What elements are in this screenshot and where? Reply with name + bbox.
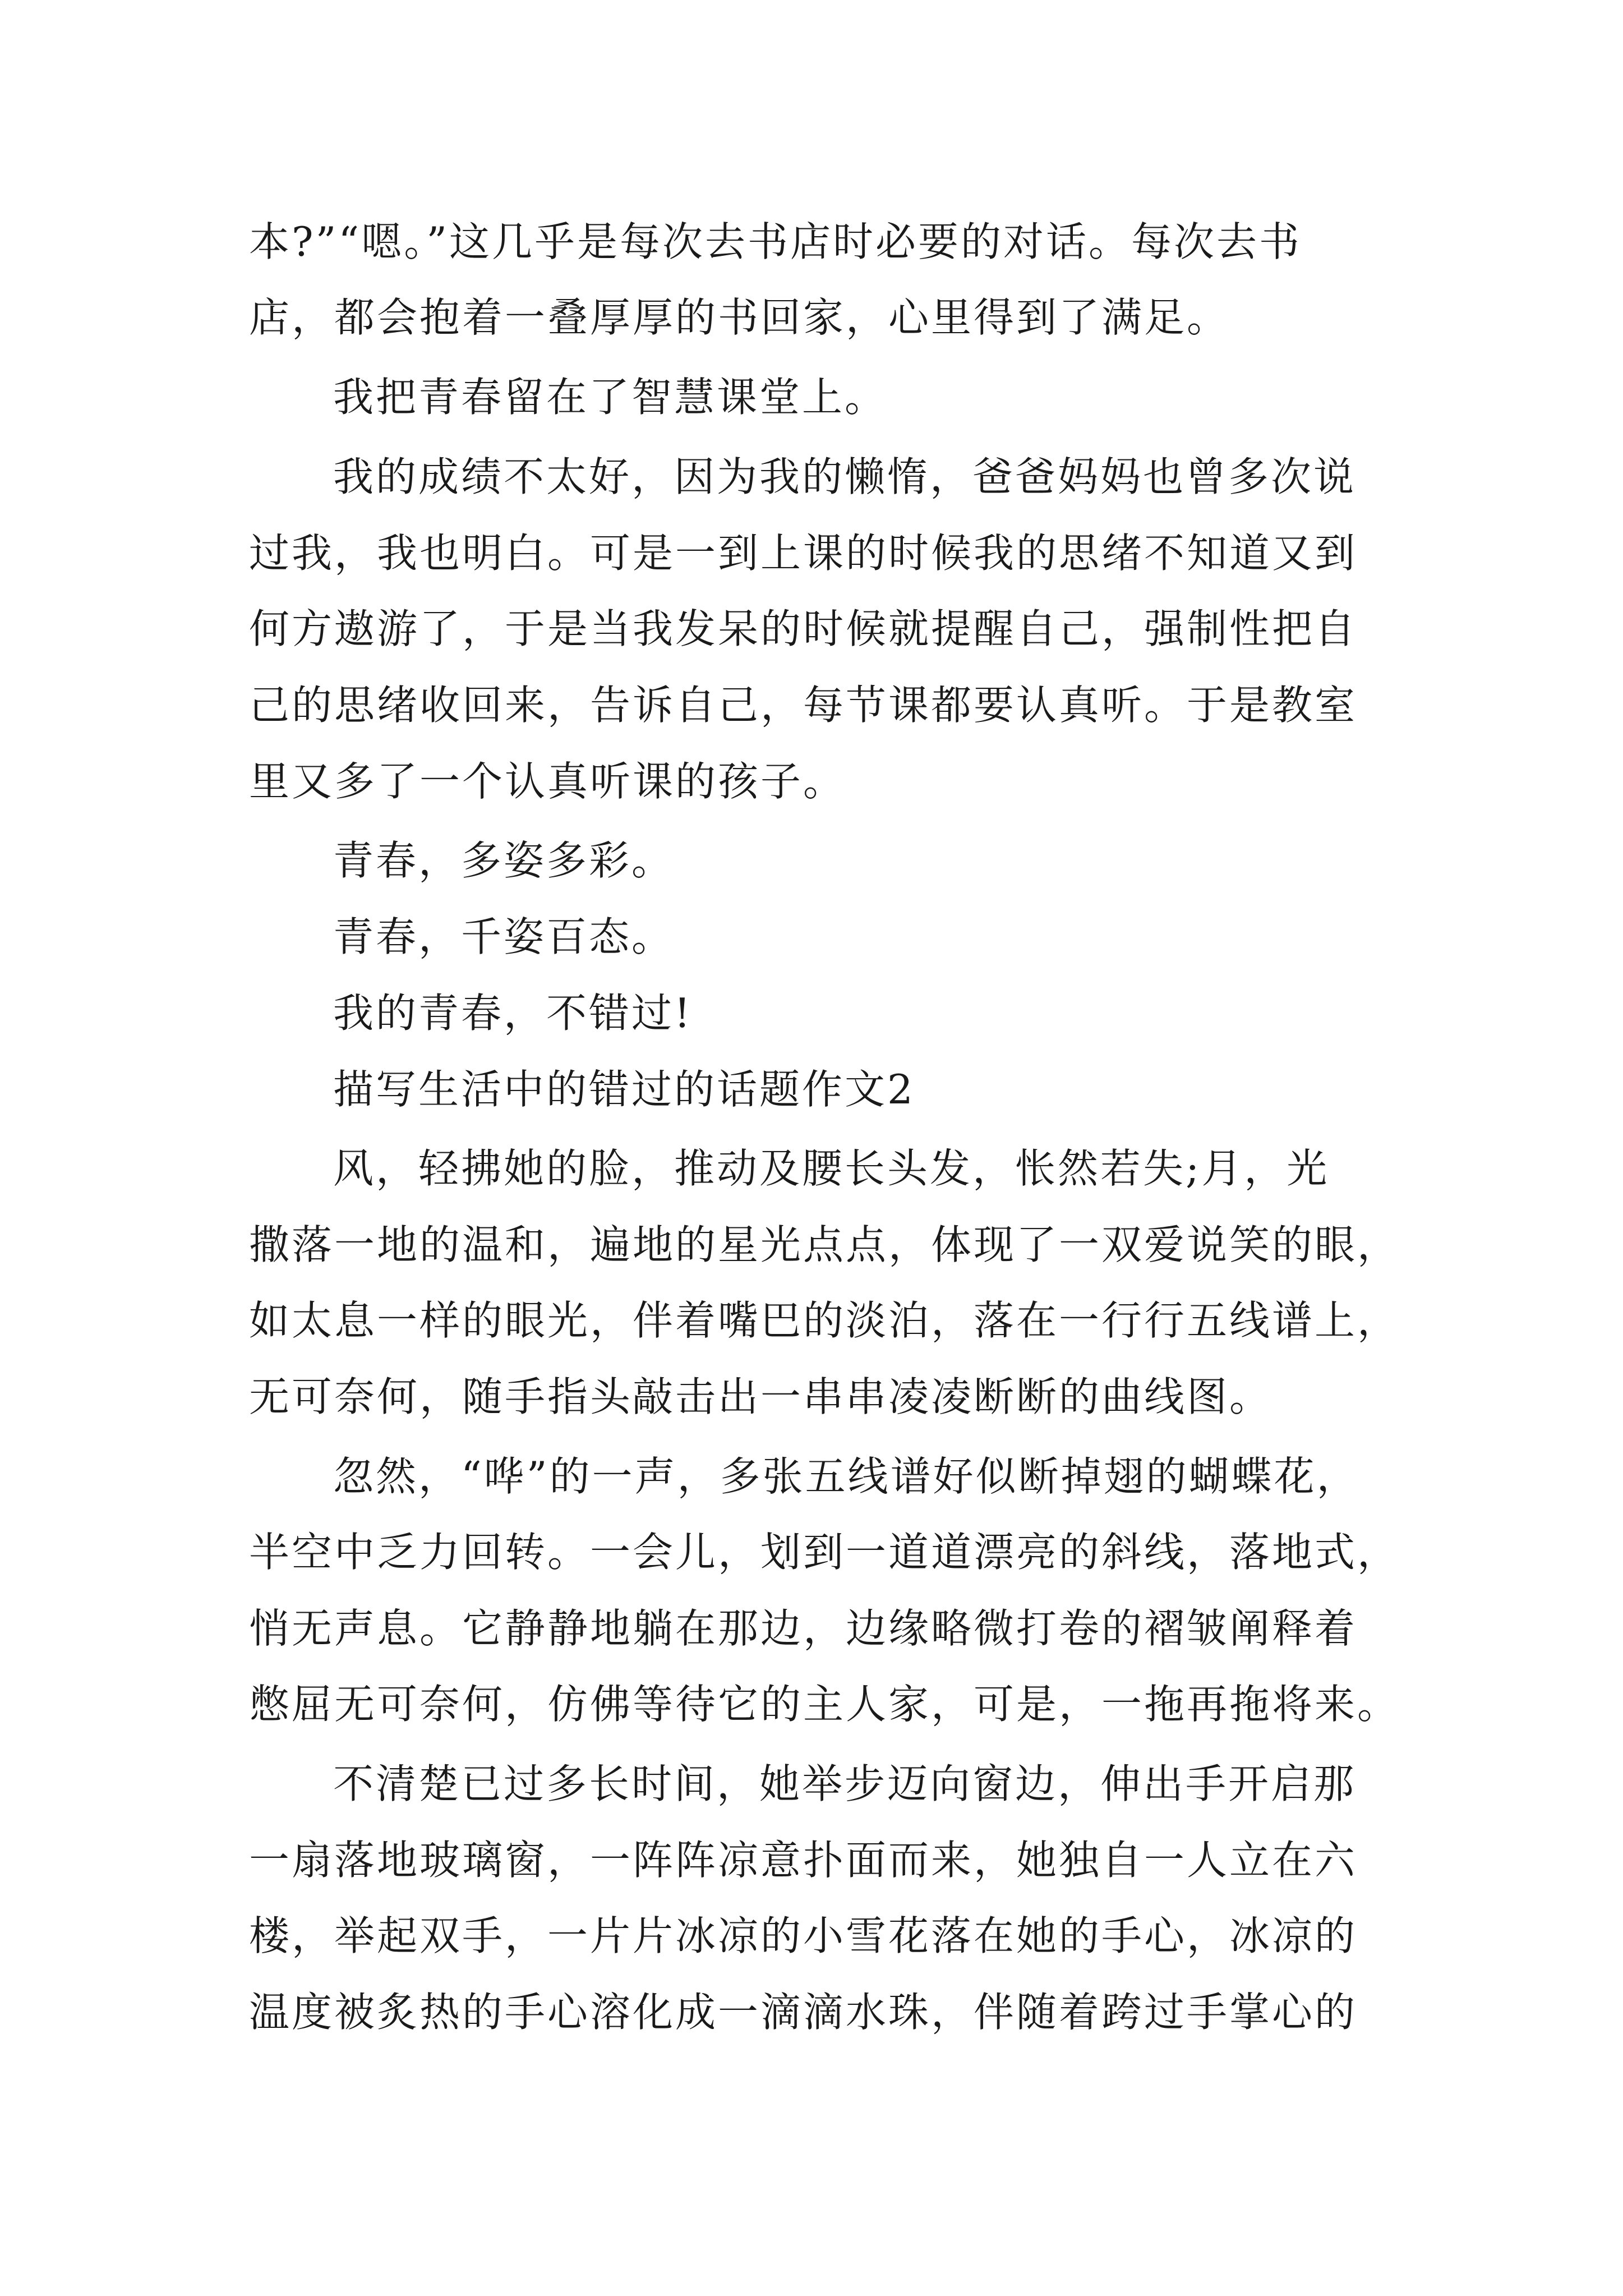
text-line: 撒落一地的温和，遍地的星光点点，体现了一双爱说笑的眼， <box>249 1221 1400 1268</box>
text-line: 本?”“嗯。”这几乎是每次去书店时必要的对话。每次去书 <box>249 218 1302 265</box>
paragraph-line: 我的成绩不太好，因为我的懒惰，爸爸妈妈也曾多次说 <box>333 453 1357 500</box>
paragraph-line: 忽然，“哗”的一声，多张五线谱好似断掉翅的蝴蝶花， <box>333 1453 1359 1500</box>
essay-title: 描写生活中的错过的话题作文2 <box>333 1066 915 1113</box>
text-line: 无可奈何，随手指头敲击出一串串凌凌断断的曲线图。 <box>249 1373 1272 1420</box>
text-line: 楼，举起双手，一片片冰凉的小雪花落在她的手心，冰凉的 <box>249 1912 1358 1959</box>
text-line: 己的思绪收回来，告诉自己，每节课都要认真听。于是教室 <box>249 682 1358 729</box>
text-line: 憋屈无可奈何，仿佛等待它的主人家，可是，一拖再拖将来。 <box>249 1681 1400 1728</box>
paragraph-line: 青春，多姿多彩。 <box>333 837 675 884</box>
text-line: 过我，我也明白。可是一到上课的时候我的思绪不知道又到 <box>249 530 1358 577</box>
paragraph-line: 青春，千姿百态。 <box>333 913 675 960</box>
text-line: 如太息一样的眼光，伴着嘴巴的淡泊，落在一行行五线谱上， <box>249 1297 1400 1344</box>
paragraph-line: 我把青春留在了智慧课堂上。 <box>333 374 888 421</box>
text-line: 一扇落地玻璃窗，一阵阵凉意扑面而来，她独自一人立在六 <box>249 1837 1358 1884</box>
paragraph-line: 不清楚已过多长时间，她举步迈向窗边，伸出手开启那 <box>333 1760 1357 1807</box>
text-line: 里又多了一个认真听课的孩子。 <box>249 758 846 805</box>
text-line: 悄无声息。它静静地躺在那边，边缘略微打卷的褶皱阐释着 <box>249 1605 1358 1652</box>
text-line: 温度被炙热的手心溶化成一滴滴水珠，伴随着跨过手掌心的 <box>249 1989 1358 2036</box>
paragraph-line: 风，轻拂她的脸，推动及腰长头发，怅然若失;月，光 <box>333 1145 1330 1192</box>
text-line: 店，都会抱着一叠厚厚的书回家，心里得到了满足。 <box>249 294 1230 341</box>
paragraph-line: 我的青春，不错过! <box>333 990 693 1037</box>
text-line: 何方遨游了，于是当我发呆的时候就提醒自己，强制性把自 <box>249 605 1358 652</box>
text-line: 半空中乏力回转。一会儿，划到一道道漂亮的斜线，落地式， <box>249 1529 1400 1576</box>
